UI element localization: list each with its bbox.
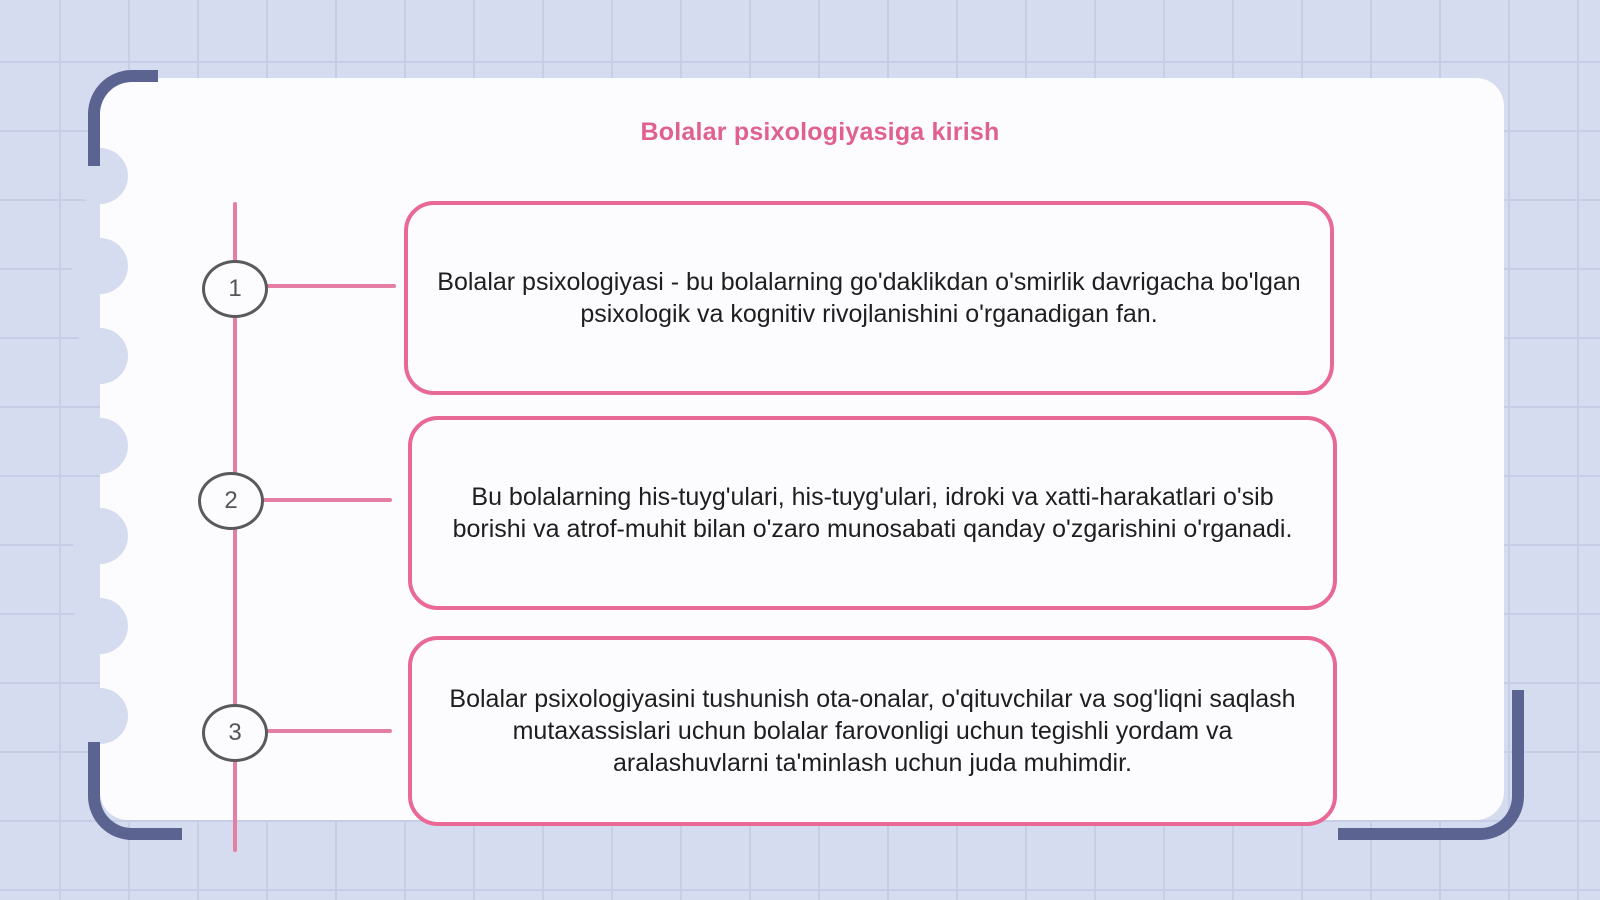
scallop-decoration xyxy=(72,238,128,294)
scallop-decoration xyxy=(72,688,128,744)
timeline-connector xyxy=(266,729,392,733)
timeline-connector xyxy=(266,284,396,288)
timeline-item-text: Bu bolalarning his-tuyg'ulari, his-tuyg'ulari, idroki va xatti-harakatlari o'sib borishi va atrof-muhit bilan o'zaro munosabati qanday o'zgarishini o'rganadi. xyxy=(452,483,1293,543)
timeline-marker-1: 1 xyxy=(202,260,268,318)
timeline-item-2 xyxy=(408,416,1337,610)
scallop-decoration xyxy=(72,598,128,654)
frame-corner-bottom-right xyxy=(1338,690,1524,840)
frame-corner-bottom-left xyxy=(88,742,182,840)
timeline-marker-3: 3 xyxy=(202,704,268,762)
timeline-item-text: Bolalar psixologiyasini tushunish ota-onalar, o'qituvchilar va sog'liqni saqlash mutaxassislari uchun bolalar farovonligi uchun tegishli yordam va aralashuvlarni ta'minlash uchun juda muhimdir. xyxy=(449,685,1296,777)
timeline-marker-2: 2 xyxy=(198,472,264,530)
scallop-decoration xyxy=(72,418,128,474)
timeline-item-1 xyxy=(404,201,1334,395)
scallop-decoration xyxy=(72,328,128,384)
scallop-decoration xyxy=(72,508,128,564)
timeline-connector xyxy=(262,498,392,502)
slide-title: Bolalar psixologiyasiga kirish xyxy=(640,118,1000,146)
timeline-item-text: Bolalar psixologiyasi - bu bolalarning go'daklikdan o'smirlik davrigacha bo'lgan psixologik va kognitiv rivojlanishini o'rganadigan fan. xyxy=(437,268,1301,328)
timeline-item-3 xyxy=(408,636,1337,826)
